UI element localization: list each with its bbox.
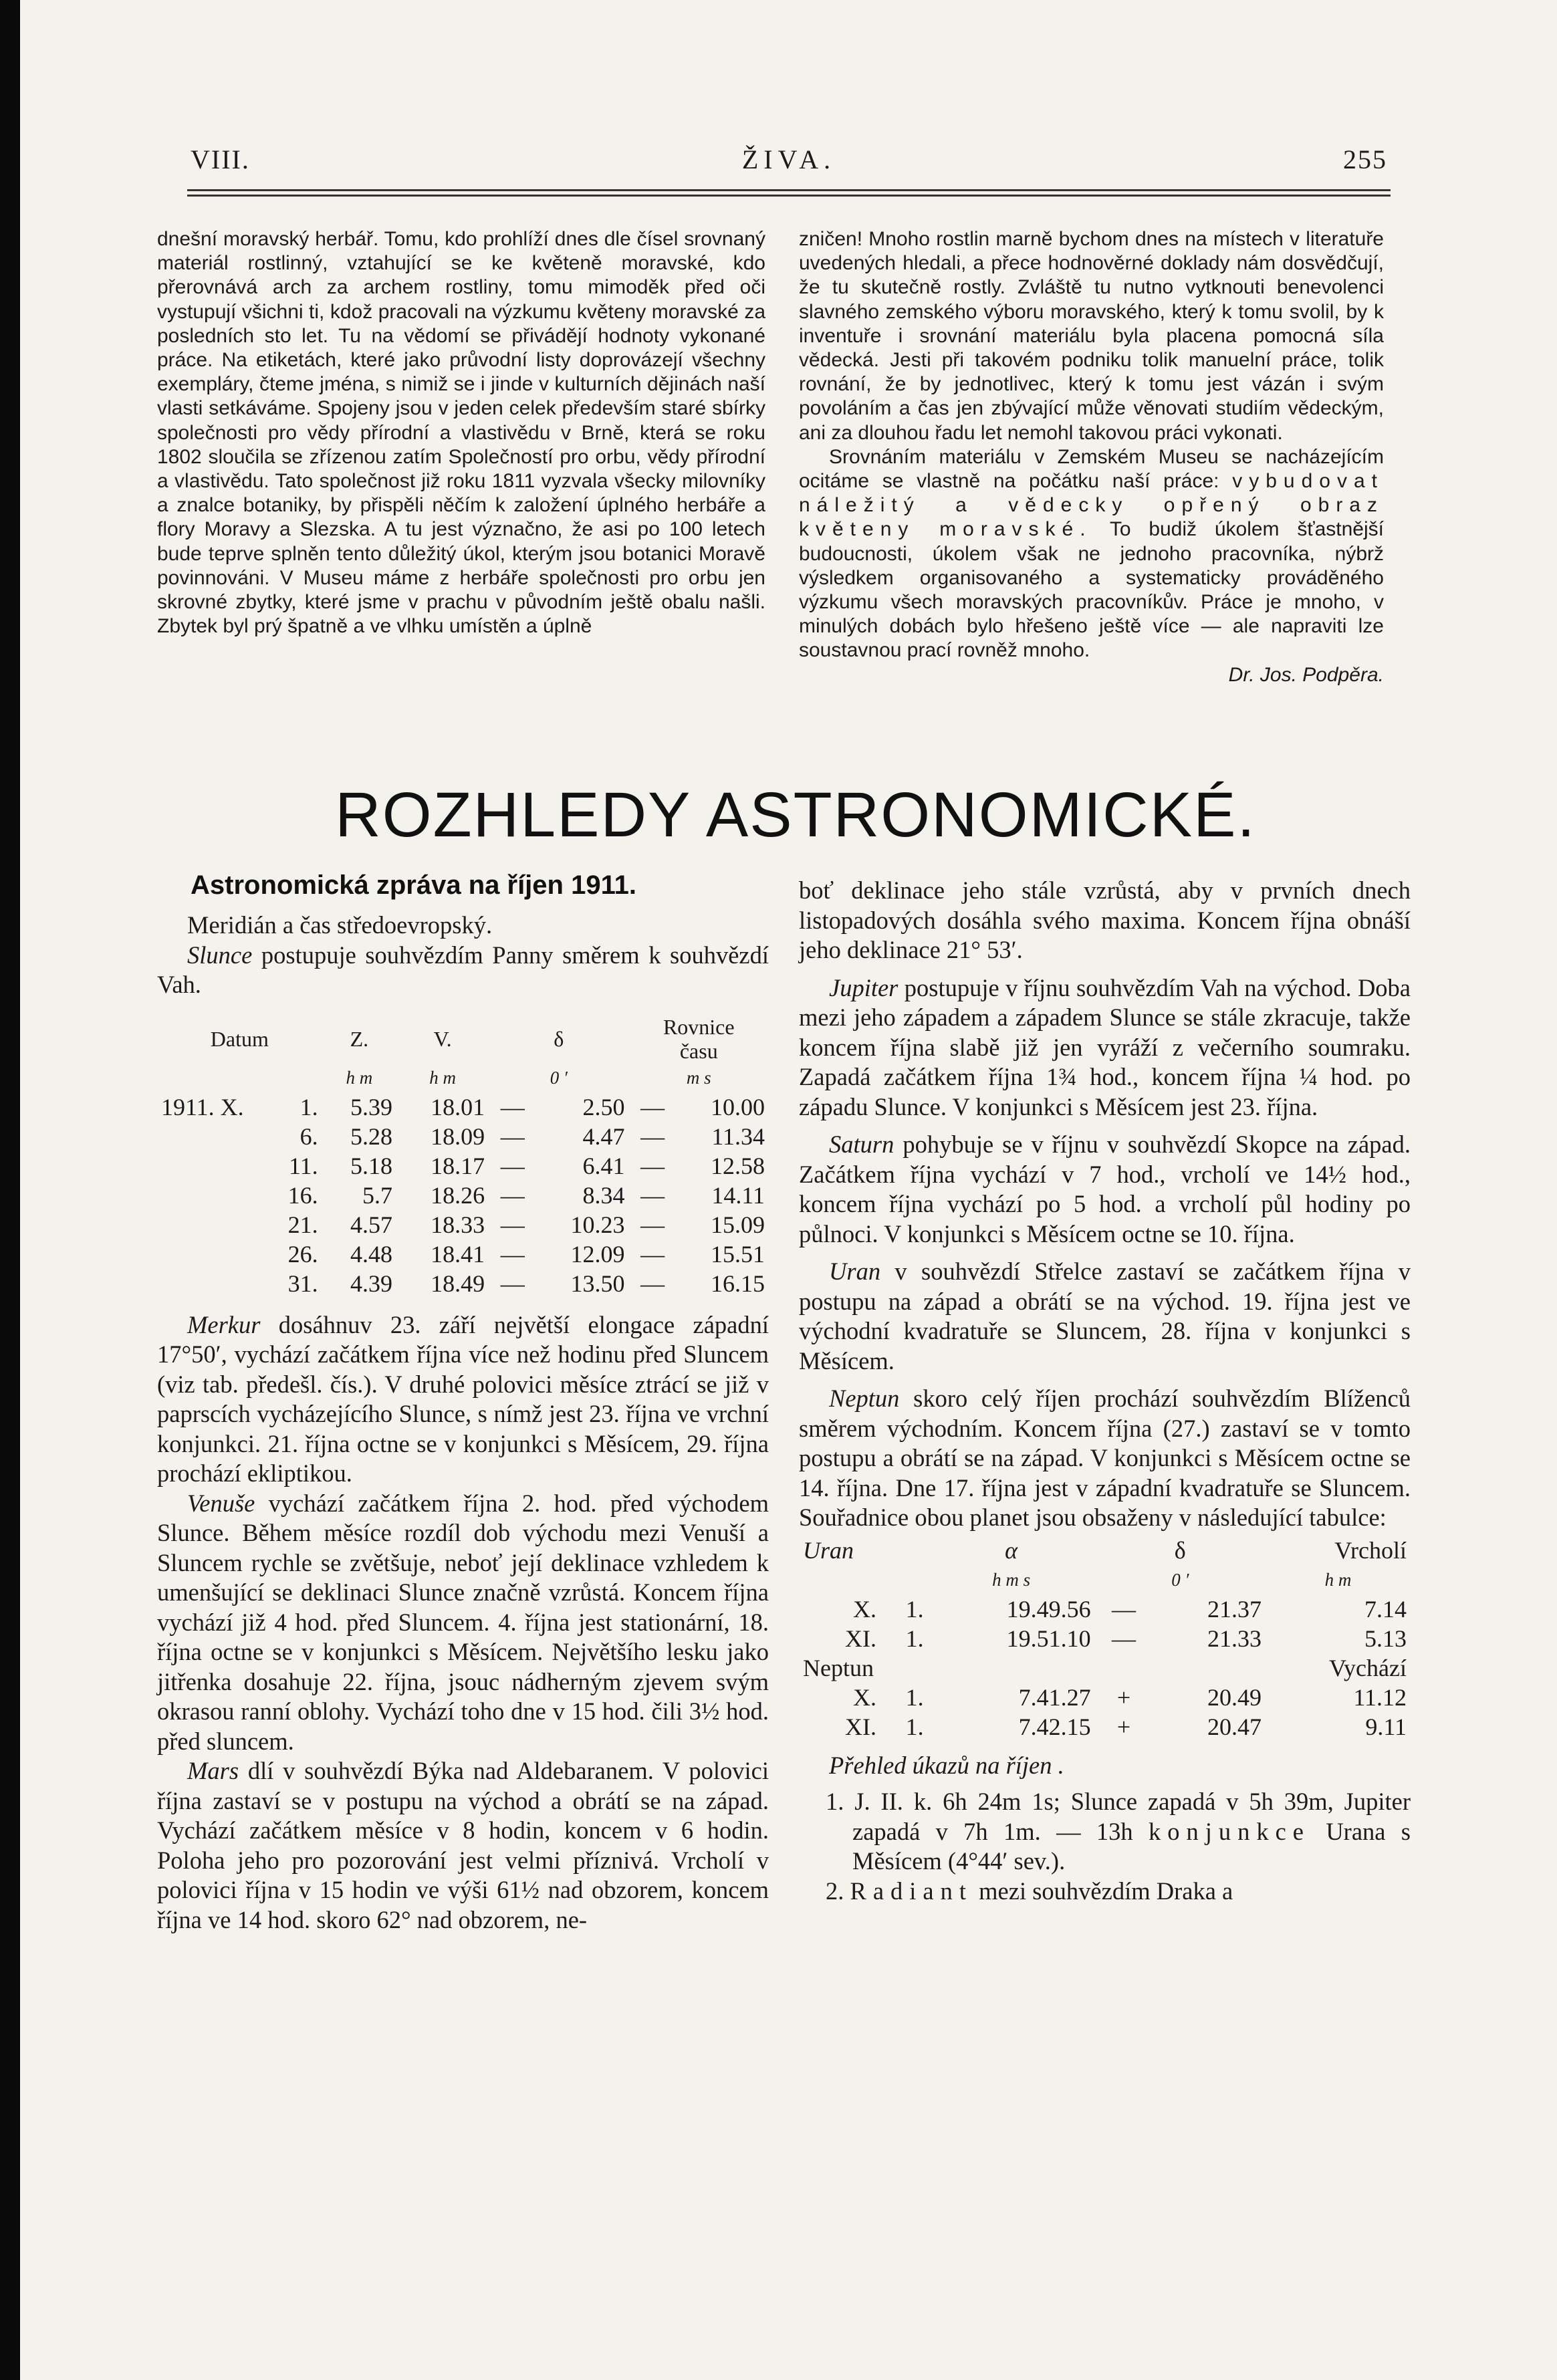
uran-paragraph [799,1257,1411,1376]
row-dsign: — [500,1240,525,1268]
row-delta: 21.37 [1207,1595,1262,1623]
row-alpha: 7.42.15 [1018,1713,1091,1740]
row-year-month: 1911. X. [161,1093,244,1120]
mars-name: Mars [187,1757,239,1784]
row-v: 18.26 [431,1181,485,1209]
row-z: 5.39 [350,1093,393,1120]
row-delta: 20.49 [1207,1683,1262,1711]
row-rsign: — [640,1152,665,1179]
row-rovnice: 12.58 [711,1152,765,1179]
row-vrcholi: 9.11 [1365,1713,1407,1740]
row-day: 6. [300,1122,318,1150]
slunce-text: postupuje souhvězdím Panny směrem k souhvězdí Vah. [157,941,769,998]
uran-text: v souhvězdí Střelce zastaví se začátkem října v postupu na západ a obrátí se na východ. 19. října jest ve východní kvadratuře se Sluncem, 28. října v konjunkci s Měsícem. [799,1258,1411,1375]
row-z: 5.18 [350,1152,393,1179]
row-dsign: — [500,1122,525,1150]
astro-left-column [157,911,769,1935]
row-rsign: — [640,1122,665,1150]
table-row [799,1594,1411,1624]
rovnice-label: Rovnice [663,1014,735,1039]
uran-label: Uran [803,1536,854,1564]
row-dsign: — [500,1270,525,1297]
journal-page [20,0,1557,2380]
row-day: 1. [905,1713,924,1740]
row-dsign: — [500,1211,525,1238]
row-z: 4.48 [350,1240,393,1268]
neptun-header-row [799,1653,1411,1683]
mars-paragraph [157,1756,769,1935]
slunce-paragraph [157,941,769,1000]
alpha-header: α [1005,1536,1018,1564]
row-day: 1. [905,1683,924,1711]
row-vrcholi: 5.13 [1364,1625,1407,1652]
table-row [157,1092,769,1122]
section-title: ROZHLEDY ASTRONOMICKÉ. [335,780,1256,850]
coord-header-row [799,1536,1411,1565]
table-row [799,1683,1411,1712]
saturn-name: Saturn [829,1130,894,1158]
row-sign: + [1116,1683,1131,1711]
unit-delta-coord: 0 ′ [1171,1569,1189,1590]
table-row [157,1122,769,1151]
col-delta: δ [554,1026,564,1051]
table-units-row [157,1063,769,1092]
uran-name: Uran [829,1258,881,1285]
unit-delta: 0 ′ [550,1067,568,1088]
delta-header: δ [1174,1536,1186,1564]
table-row [157,1210,769,1239]
row-dsign: — [500,1152,525,1179]
row-delta: 13.50 [570,1270,625,1297]
row-alpha: 19.49.56 [1006,1595,1091,1623]
jupiter-paragraph [799,973,1411,1122]
row-v: 18.17 [431,1152,485,1179]
row-year-month [157,1239,265,1269]
coord-units-row [799,1565,1411,1594]
slunce-name: Slunce [187,941,253,969]
row-sign: — [1112,1595,1136,1623]
page-header [191,144,1387,184]
row-v: 18.49 [431,1270,485,1297]
row-rovnice: 15.09 [711,1211,765,1238]
row-delta: 20.47 [1207,1713,1262,1740]
row-alpha: 19.51.10 [1006,1625,1091,1652]
saturn-text: pohybuje se v říjnu v souhvězdí Skopce na západ. Začátkem října vychází v 7 hod., vrcholí ve 14½ hod., koncem října vychází po 5 hod. a vrcholí půl hodiny po půlnoci. V konjunkci s Měsícem octne se 10. října. [799,1130,1411,1247]
row-year-month [157,1210,265,1239]
unit-v: h m [429,1067,456,1088]
row-delta: 10.23 [570,1211,625,1238]
row-day: 31. [287,1270,318,1297]
p2-rest: To budiž úkolem šťastnější budoucnosti, úkolem však ne jednoho pracovníka, nýbrž výsledkem organisovaného a systematicky prováděného výzkumu všech moravských pracovníkův. Práce je mnoho, v minulých dobách bylo hřešeno ještě více — ale napraviti lze soustavnou prací rovněž mnoho. [799,518,1384,662]
saturn-paragraph [799,1130,1411,1249]
event-item-2 [799,1877,1411,1907]
header-rule-top [187,189,1391,191]
row-month: XI. [845,1625,876,1652]
planet-coord-table [799,1536,1411,1742]
row-z: 4.39 [350,1270,393,1297]
row-sign: + [1116,1713,1131,1740]
sun-ephemeris-table [157,1015,769,1298]
prehled-heading: Přehled úkazů na říjen . [829,1751,1064,1779]
table-row [799,1624,1411,1653]
row-z: 4.57 [350,1211,393,1238]
table-row [157,1151,769,1181]
venuse-paragraph [157,1489,769,1757]
event-2-num: 2. [826,1877,844,1905]
neptun-paragraph [799,1384,1411,1533]
row-vrcholi: 11.12 [1353,1683,1407,1711]
unit-alpha: h m s [992,1569,1031,1590]
row-dsign: — [500,1093,525,1120]
row-rsign: — [640,1270,665,1297]
mars-text: dlí v souhvězdí Býka nad Aldebaranem. V polovici října zastaví se v postupu na východ a obrátí se na západ. Vychází začátkem měsíce v 8 hodin, koncem v 6 hodin. Poloha jeho pro pozorování jest velmi příznivá. Vrcholí v polovici října v 15 hodin ve výši 61½ nad obzorem, koncem října ve 14 hod. skoro 62° nad obzorem, ne- [157,1757,769,1933]
col-datum: Datum [210,1026,269,1051]
events-list [799,1787,1411,1906]
article-text-left: dnešní moravský herbář. Tomu, kdo prohlíží dnes dle čísel srovnaný materiál rostlinný, vztahující se ke květeně moravské, kdo přerovnává arch za archem rostliny, tomu mimoděk před oči vystupují všichni ti, kdož pracovali na výzkumu květeny moravské za posledních sto let. Tu na vědomí se přivádějí hodnoty vykonané práce. Na etiketách, které jako průvodní listy doprovázejí všechny exempláry, čteme jména, s nimiž se i jinde v kulturních dějinách naší vlasti setkáváme. Spojeny jsou v jeden celek především staré sbírky společnosti pro vědy přírodní a vlastivědu v Brně, která se roku 1802 sloučila se zřízenou zatím Společností pro orbu, vědy přírodní a vlastivědu. Tato společnost již roku 1811 vyzvala všecky milovníky a znalce botaniky, by přispěli něčím k založení úplného herbáře a flory Moravy a Slezska. A tu jest význačno, že asi po 100 letech bude teprve splněn tento důležitý úkol, kterým jsou botanici Moravě povinnováni. V Museu máme z herbáře společnosti pro orbu jen skrovné zbytky, které jsme v prachu v původním ještě obalu našli. Zbytek byl prý špatně a ve vlhku umístěn a úplně [157,228,765,638]
page-number: 255 [1343,144,1387,174]
mars-continuation: boť deklinace jeho stále vzrůstá, aby v prvních dnech listopadových dosáhla svého maxima. Koncem října obnáší jeho deklinace 21° 53′. [799,876,1411,963]
merkur-name: Merkur [187,1310,261,1338]
row-rovnice: 11.34 [711,1122,765,1150]
table-header-row [157,1015,769,1063]
row-year-month [157,1181,265,1210]
jupiter-name: Jupiter [829,973,899,1001]
row-day: 11. [288,1152,318,1179]
row-delta: 21.33 [1207,1625,1262,1652]
article-left-column [157,227,765,638]
row-month: X. [853,1595,876,1623]
row-v: 18.33 [431,1211,485,1238]
p2-emphasis: vybudovat náležitý a vědecky opřený obraz květeny moravské. [799,470,1384,541]
volume-number: VIII. [191,144,250,174]
table-row [157,1239,769,1269]
row-rovnice: 14.11 [711,1181,765,1209]
article-text-right-p1: zničen! Mnoho rostlin marně bychom dnes na místech v literatuře uvedených hledali, a přece hodnověrné doklady nám dosvědčují, že tu skutečně rostly. Zvláště tu nutno vytknouti benevolenci slavného zemského výboru moravského, který k tomu svolil, by k inventuře i srovnání materiálu byla placena pomocná síla vědecká. Jesti při takovém podniku tolik manuelní práce, tolik rovnání, že by jednotlivec, který k tomu jest vázán i svým povoláním a čas jen zbývající může věnovati studiím vědeckým, ani za dlouhou řadu let nemohl takovou práci vykonati. [799,228,1384,444]
row-delta: 4.47 [582,1122,625,1150]
row-month: XI. [845,1713,876,1740]
merkur-text: dosáhnuv 23. září největší elongace západní 17°50′, vychází začátkem října více než hodinu před Sluncem (viz tab. předešl. čís.). V druhé polovici měsíce ztrácí se již v paprscích vycházejícího Slunce, s nímž jest 23. října ve vrchní konjunkci. 21. října octne se v konjunkci s Měsícem, 29. října prochází ekliptikou. [157,1310,769,1487]
row-delta: 2.50 [582,1093,625,1120]
row-day: 1. [905,1625,924,1652]
col-z: Z. [350,1026,369,1051]
row-day: 21. [287,1211,318,1238]
header-rule-bottom [187,195,1391,197]
unit-vrcholi: h m [1324,1569,1352,1590]
event-2-emph: Radiant [850,1877,973,1905]
col-v: V. [433,1026,452,1051]
table-row [799,1712,1411,1742]
row-delta: 6.41 [582,1152,625,1179]
unit-rov: m s [686,1067,711,1088]
row-vrcholi: 7.14 [1364,1595,1407,1623]
table-row [157,1269,769,1298]
row-year-month [157,1151,265,1181]
unit-z: h m [346,1067,373,1088]
row-day: 1. [905,1595,924,1623]
row-year-month [157,1122,265,1151]
casu-label: času [679,1038,718,1063]
row-rovnice: 16.15 [711,1270,765,1297]
row-day: 16. [287,1181,318,1209]
row-v: 18.01 [431,1093,485,1120]
row-rsign: — [640,1211,665,1238]
venuse-text: vychází začátkem října 2. hod. před východem Slunce. Během měsíce rozdíl dob východu mezi Venuší a Sluncem rychle se zvětšuje, neboť její deklinace vzhledem k umenšující se deklinaci Slunce značně vzrůstá. Koncem října vychází již 4 hod. před Sluncem. 4. října jest stationární, 18. října octne se v konjunkci s Měsícem. Největšího lesku jako jitřenka dosahuje 22. října, jsouc nádherným zjevem svým okrasou ranní oblohy. Vychází toho dne v 15 hod. čili 3½ hod. před sluncem. [157,1489,769,1755]
neptun-label: Neptun [803,1654,874,1681]
col-rovnice [629,1015,769,1063]
row-alpha: 7.41.27 [1018,1683,1091,1711]
event-2-rest: mezi souhvězdím Draka a [979,1877,1233,1905]
vrcholi-header: Vrcholí [1334,1536,1407,1564]
report-subtitle: Astronomická zpráva na říjen 1911. [191,870,636,900]
neptun-name: Neptun [829,1385,900,1412]
row-month: X. [853,1683,876,1711]
journal-title: ŽIVA. [741,144,836,174]
row-z: 5.28 [350,1122,393,1150]
row-rovnice: 15.51 [711,1240,765,1268]
row-delta: 12.09 [570,1240,625,1268]
row-delta: 8.34 [582,1181,625,1209]
row-rsign: — [640,1093,665,1120]
row-z: 5.7 [362,1181,393,1209]
row-year-month [157,1269,265,1298]
jupiter-text: postupuje v říjnu souhvězdím Vah na východ. Doba mezi jeho západem a západem Slunce se stále zkracuje, takže koncem října slabě již jen vyráží z večerního soumraku. Zapadá začátkem října 1¾ hod., koncem října ¼ hod. po západu Slunce. V konjunkci s Měsícem jest 23. října. [799,973,1411,1120]
event-1-rest: Urana s Měsícem (4°44′ sev.). [852,1817,1411,1875]
row-day: 1. [300,1093,318,1120]
row-rovnice: 10.00 [711,1093,765,1120]
merkur-paragraph [157,1310,769,1489]
author-signature: Dr. Jos. Podpěra. [1228,663,1384,686]
row-rsign: — [640,1240,665,1268]
vychazi-header: Vychází [1329,1654,1407,1681]
event-item-1 [799,1787,1411,1877]
meridian-note: Meridián a čas středoevropský. [187,911,493,939]
row-rsign: — [640,1181,665,1209]
event-1-text: 1. J. II. k. 6h 24m 1s; Slunce zapadá v 5h 39m, Jupiter zapadá v 7h 1m. — 13h [826,1788,1411,1845]
venuse-name: Venuše [187,1489,255,1517]
row-day: 26. [287,1240,318,1268]
p2-intro: Srovnáním materiálu v Zemském Museu se nacházejícím ocitáme se vlastně na počátku naší práce: [799,445,1384,493]
table-row [157,1181,769,1210]
article-text-right-p2 [799,445,1384,663]
row-sign: — [1112,1625,1136,1652]
article-right-column [799,227,1384,687]
row-v: 18.09 [431,1122,485,1150]
row-v: 18.41 [431,1240,485,1268]
row-dsign: — [500,1181,525,1209]
event-1-emph: konjunkce [1148,1817,1310,1845]
neptun-text: skoro celý říjen prochází souhvězdím Blíženců směrem východním. Koncem října (27.) zastaví se v tomto postupu a obrátí se na západ. V konjunkci s Měsícem octne se 14. října. Dne 17. října jest v západní kvadratuře se Sluncem. Souřadnice obou planet jsou obsaženy v následující tabulce: [799,1385,1411,1531]
astro-right-column [799,876,1411,1906]
